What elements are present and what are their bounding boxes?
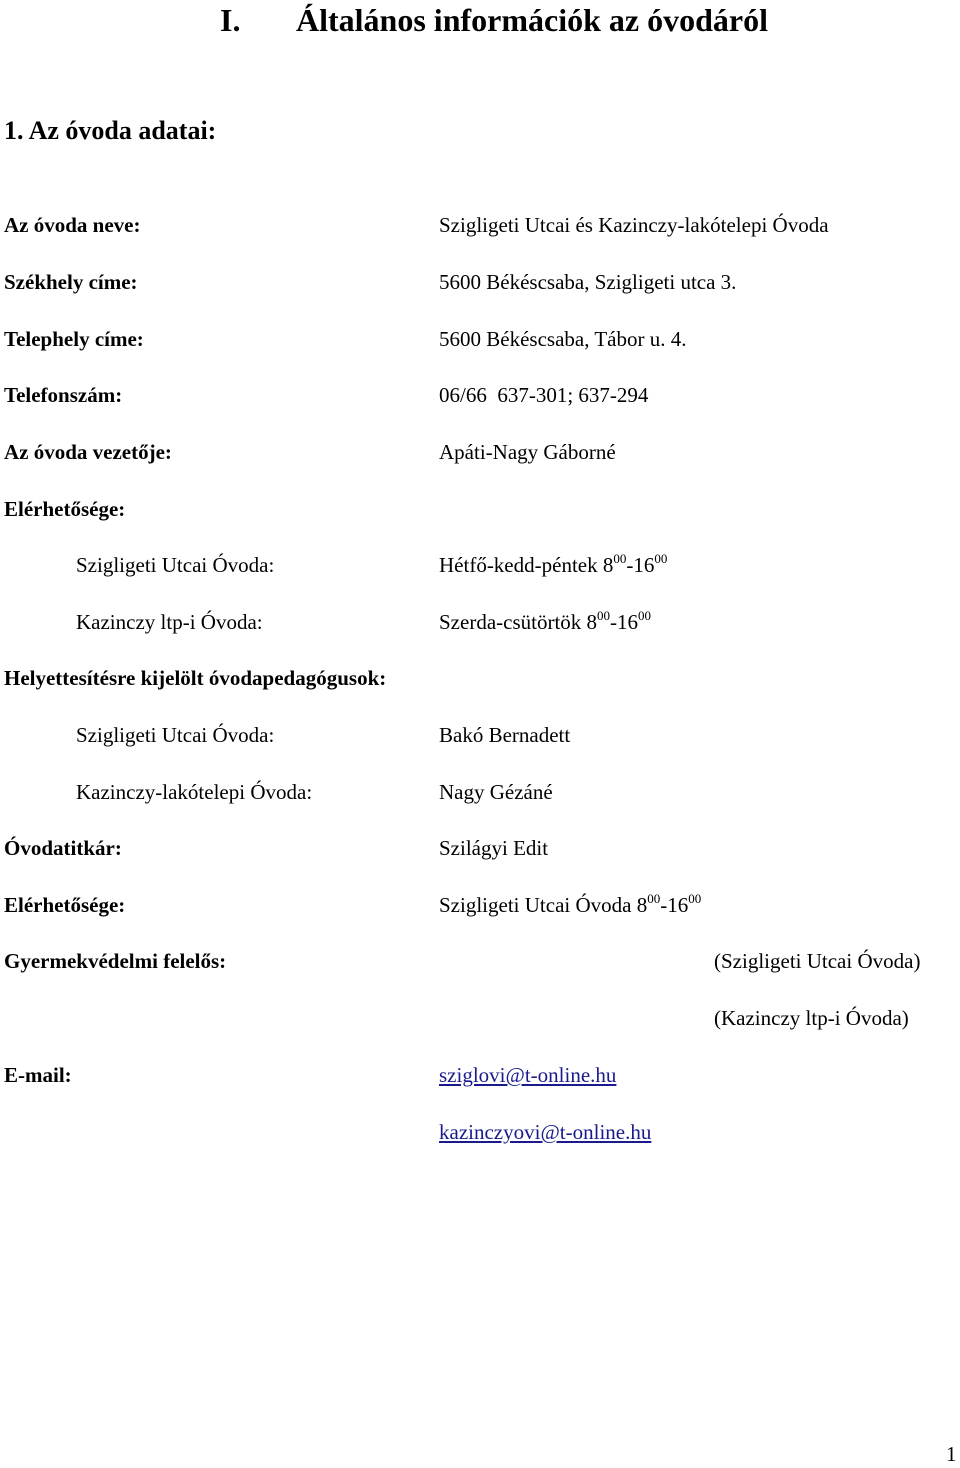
seat-value: 5600 Békéscsaba, Szigligeti utca 3.	[439, 270, 737, 294]
phone-value: 06/66 637-301; 637-294	[439, 383, 649, 407]
child-protection-value-1: (Szigligeti Utcai Óvoda)	[714, 949, 921, 973]
secretary-value: Szilágyi Edit	[439, 836, 549, 860]
name-value: Szigligeti Utcai és Kazinczy-lakótelepi Óvoda	[439, 213, 829, 237]
substitutes-label: Helyettesítésre kijelölt óvodapedagógusok:	[4, 666, 387, 690]
leader-value: Apáti-Nagy Gáborné	[439, 440, 616, 464]
email-label: E-mail:	[4, 1063, 72, 1087]
site-label: Telephely címe:	[4, 327, 144, 351]
chapter-number: I.	[220, 2, 241, 38]
substitute-place-1: Szigligeti Utcai Óvoda:	[76, 723, 275, 747]
name-label: Az óvoda neve:	[4, 213, 141, 237]
secretary-label: Óvodatitkár:	[4, 836, 122, 860]
child-protection-label: Gyermekvédelmi felelős:	[4, 949, 227, 973]
email-link-1[interactable]: sziglovi@t-online.hu	[439, 1063, 617, 1087]
page-number: 1	[946, 1442, 957, 1466]
availability-label: Elérhetősége:	[4, 497, 126, 521]
page-title: Általános információk az óvodáról	[296, 2, 768, 38]
availability-hours-1: Hétfő-kedd-péntek $8^{00}-16^{00}$	[439, 551, 668, 577]
phone-label: Telefonszám:	[4, 383, 123, 407]
substitute-person-1: Bakó Bernadett	[439, 723, 571, 747]
secretary-availability-value: Szigligeti Utcai Óvoda $8^{00}-16^{00}$	[439, 891, 702, 917]
availability-hours-2: Szerda-csütörtök $8^{00}-16^{00}$	[439, 608, 652, 634]
leader-label: Az óvoda vezetője:	[4, 440, 172, 464]
availability-place-1: Szigligeti Utcai Óvoda:	[76, 553, 275, 577]
secretary-availability-label: Elérhetősége:	[4, 893, 126, 917]
section-title: 1. Az óvoda adatai:	[4, 116, 217, 145]
seat-label: Székhely címe:	[4, 270, 138, 294]
child-protection-value-2: (Kazinczy ltp-i Óvoda)	[714, 1006, 909, 1030]
substitute-person-2: Nagy Gézáné	[439, 780, 553, 804]
availability-place-2: Kazinczy ltp-i Óvoda:	[76, 610, 263, 634]
site-value: 5600 Békéscsaba, Tábor u. 4.	[439, 327, 687, 351]
email-link-2[interactable]: kazinczyovi@t-online.hu	[439, 1120, 652, 1144]
substitute-place-2: Kazinczy-lakótelepi Óvoda:	[76, 780, 313, 804]
